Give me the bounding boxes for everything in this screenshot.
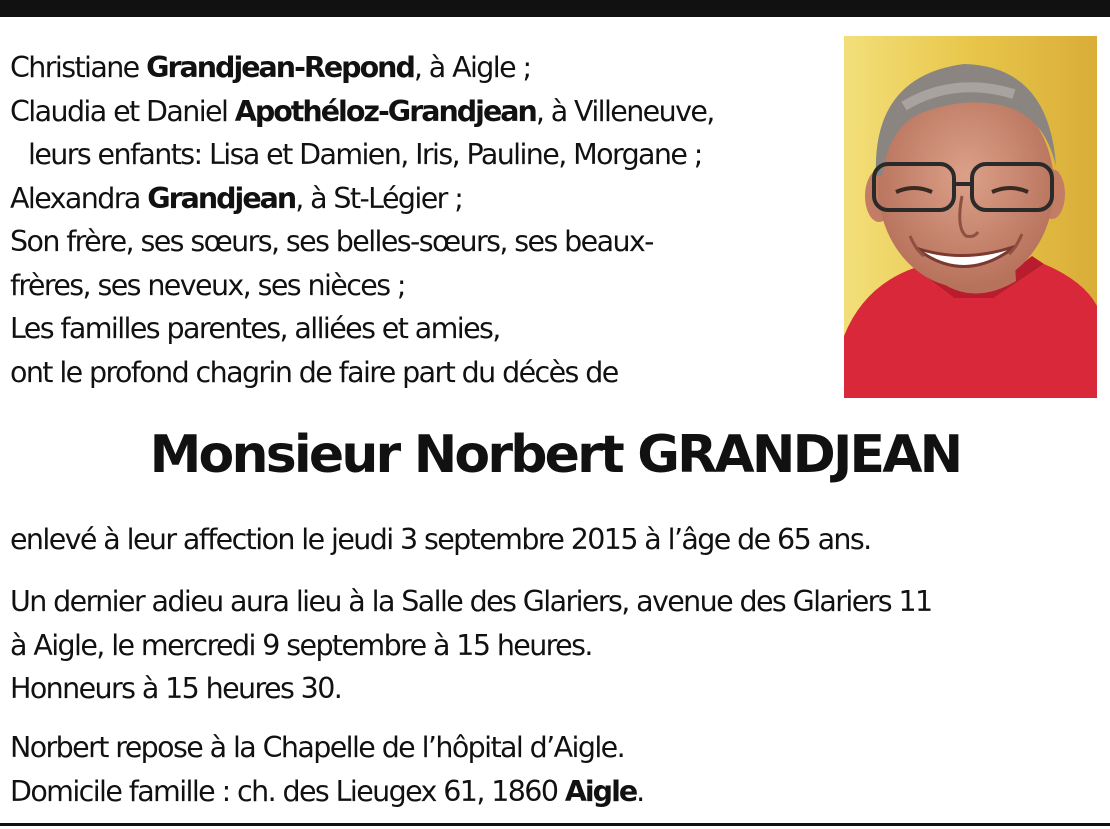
family-line-8: ont le profond chagrin de faire part du décès de (10, 355, 618, 389)
family-line-7: Les familles parentes, alliées et amies, (10, 312, 500, 345)
announcement-text: enlevé à leur affection le jeudi 3 septembre 2015 à l’âge de 65 ans. (10, 523, 871, 556)
domicile-line: Domicile famille : ch. des Lieugex 61, 1860 Aigle. (10, 774, 644, 808)
portrait-photo (844, 36, 1097, 398)
family-list (10, 46, 714, 394)
family-line-4: Alexandra Grandjean, à St-Légier ; (10, 181, 463, 215)
family-line-3: leurs enfants: Lisa et Damien, Iris, Pauline, Morgane ; (28, 138, 702, 171)
domicile-city: Aigle (564, 774, 637, 808)
family-line-1: Christiane Grandjean-Repond, à Aigle ; (10, 51, 531, 84)
ceremony-line-2: à Aigle, le mercredi 9 septembre à 15 heures. (10, 628, 592, 662)
ceremony-line-3: Honneurs à 15 heures 30. (10, 672, 342, 705)
family-line-5: Son frère, ses sœurs, ses belles-sœurs, ses beaux- (10, 225, 653, 258)
ceremony-details (10, 580, 932, 711)
bottom-rule (0, 823, 1110, 826)
family-line-6: frères, ses neveux, ses nièces ; (10, 268, 405, 302)
ceremony-line-1: Un dernier adieu aura lieu à la Salle des Glariers, avenue des Glariers 11 (10, 585, 932, 618)
deceased-name: Monsieur Norbert GRANDJEAN (149, 425, 961, 485)
top-rule (0, 0, 1110, 17)
chapel-line: Norbert repose à la Chapelle de l’hôpital d’Aigle. (10, 731, 625, 764)
family-line-2: Claudia et Daniel Apothéloz-Grandjean, à Villeneuve, (10, 94, 714, 128)
rest-details (10, 726, 644, 813)
